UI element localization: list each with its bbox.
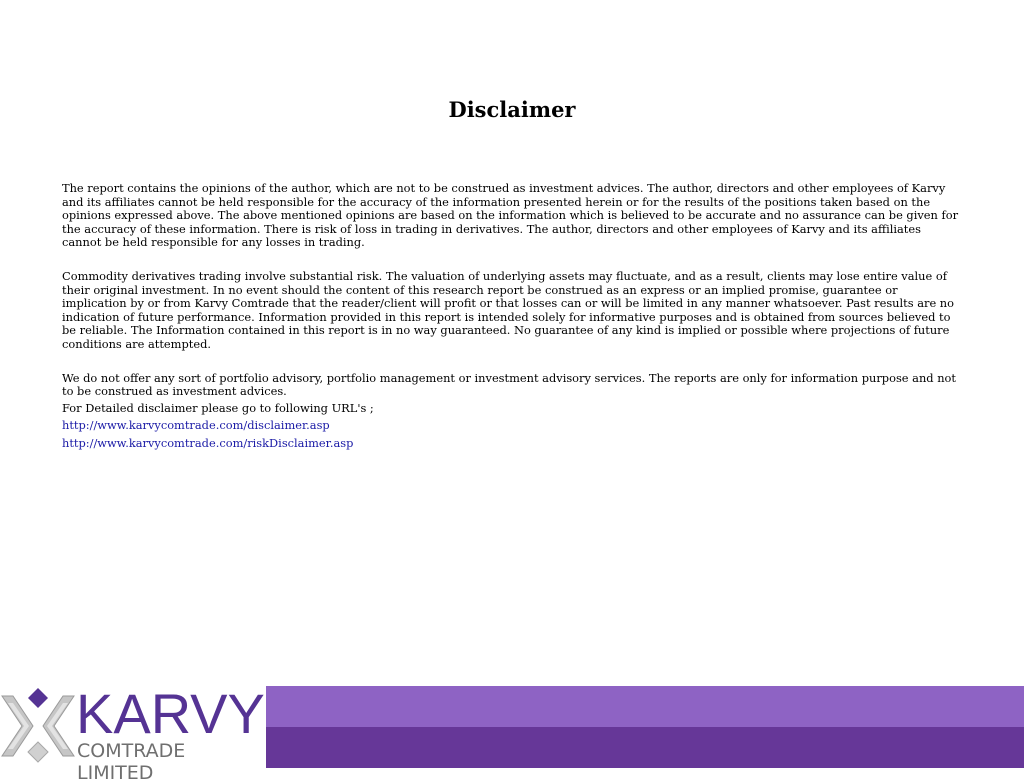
disclaimer-paragraph-risk: Commodity derivatives trading involve substantial risk. The valuation of underlying assets may fluctuate, and as a result, clients may lose entire value of their original investment. In no event should the content of this research report be construed as an express or an implied promise, guarantee or implication by or from Karvy Comtrade that the reader/client will profit or that losses can or will be limited in any manner whatsoever. Past results are no indication of future performance. Information provided in this report is intended solely for informative purposes and is obtained from sources believed to be reliable. The Information contained in this report is in no way guaranteed. No guarantee of any kind is implied or possible where projections of future conditions are attempted. — [62, 268, 955, 351]
logo-wordmark: KARVY — [76, 682, 265, 745]
risk-disclaimer-link[interactable]: http://www.karvycomtrade.com/riskDisclaimer.asp — [62, 435, 354, 450]
disclaimer-paragraph-services: We do not offer any sort of portfolio advisory, portfolio management or investment advisory services. The reports are only for information purpose and not to be construed as investment advices. — [62, 370, 956, 399]
disclaimer-link[interactable]: http://www.karvycomtrade.com/disclaimer.asp — [62, 418, 330, 433]
karvy-logo — [0, 682, 266, 784]
karvy-emblem-icon — [0, 686, 76, 768]
footer-bar-light — [266, 686, 1024, 727]
logo-subtitle: COMTRADE LIMITED — [77, 740, 186, 784]
footer-bar-dark — [266, 727, 1024, 768]
detailed-disclaimer-text: For Detailed disclaimer please go to following URL's ; — [62, 400, 374, 415]
footer-band — [0, 682, 1024, 784]
disclaimer-body — [62, 182, 962, 451]
page-title: Disclaimer — [448, 97, 576, 122]
disclaimer-paragraph-opinions: The report contains the opinions of the author, which are not to be construed as investment advices. The author, directors and other employees of Karvy and its affiliates cannot be held responsible for the accuracy of the information presented herein or for the results of the positions taken based on the opinions expressed above. The above mentioned opinions are based on the information which is believed to be accurate and no assurance can be given for the accuracy of these information. There is risk of loss in trading in derivatives. The author, directors and other employees of Karvy and its affiliates cannot be held responsible for any losses in trading. — [62, 181, 959, 250]
